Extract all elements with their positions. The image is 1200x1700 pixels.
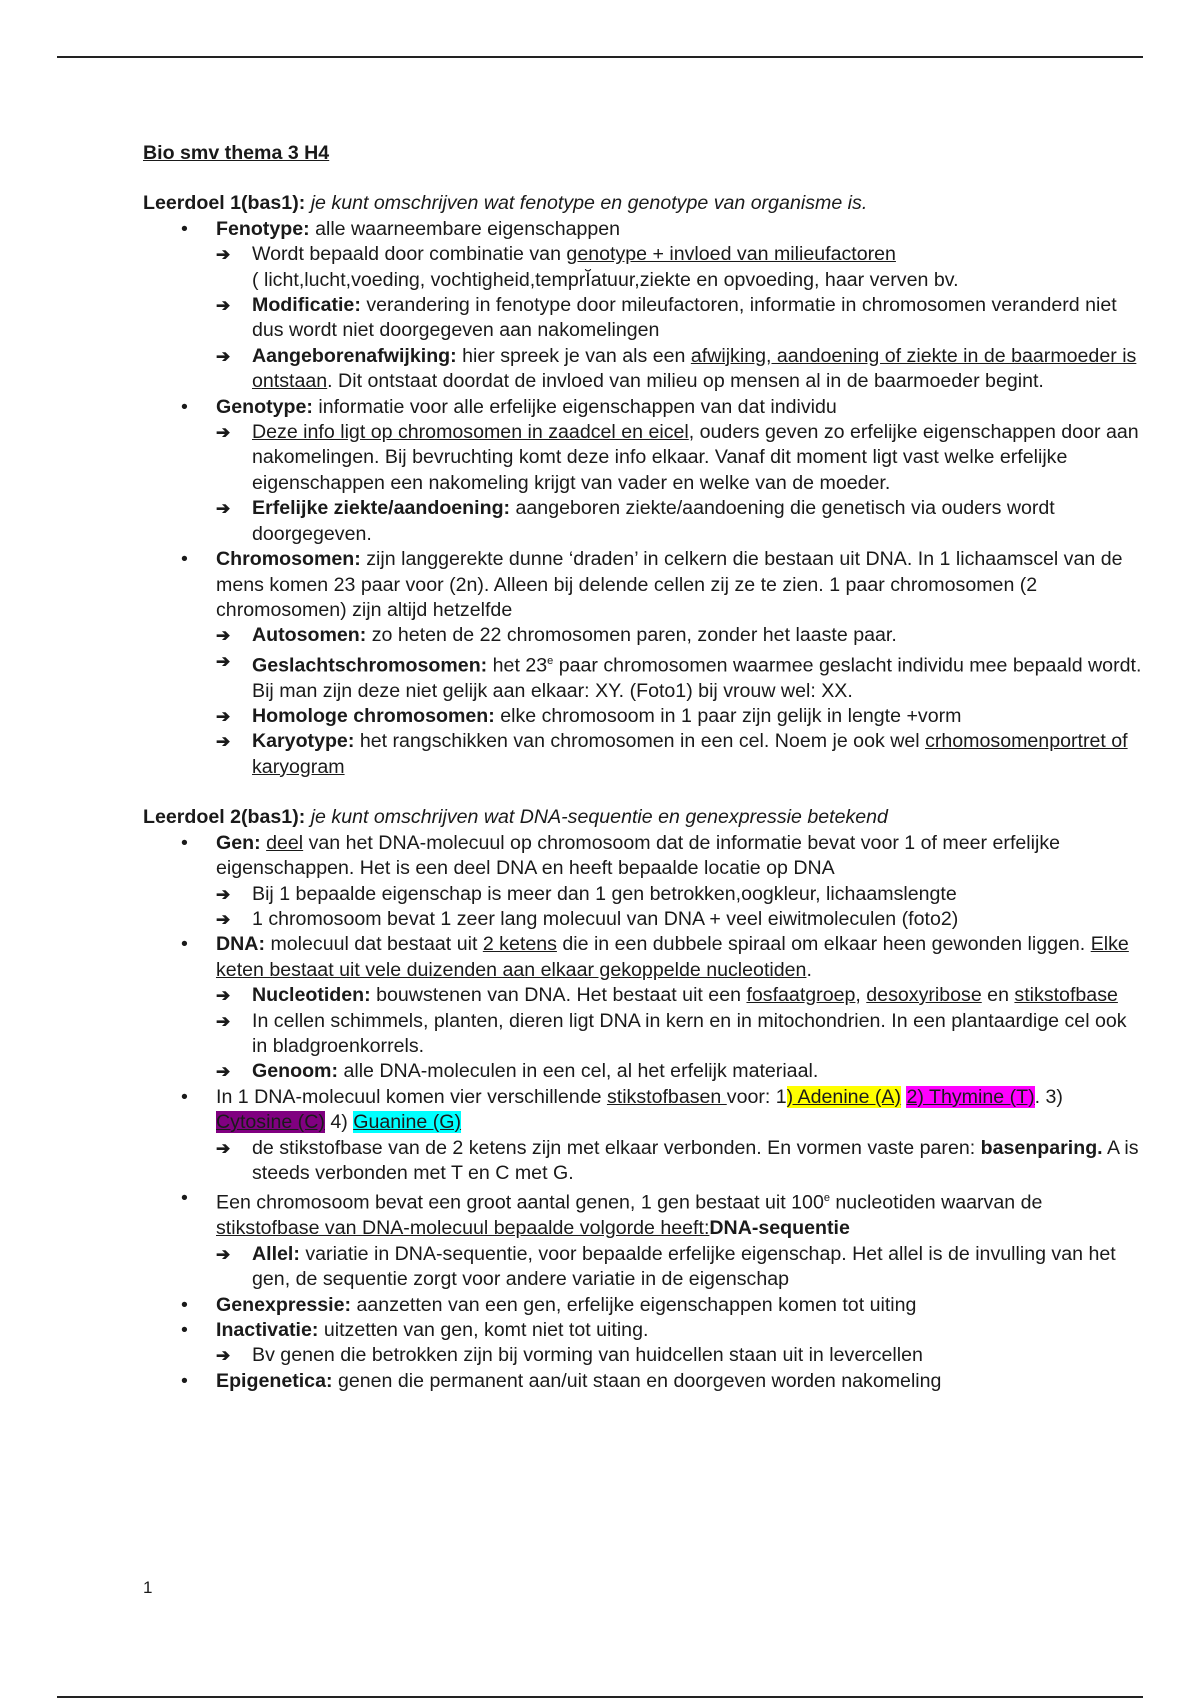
arrow-item <box>216 1059 1143 1084</box>
term-allel: Allel: <box>252 1242 300 1265</box>
term-nucleotiden: Nucleotiden: <box>252 984 371 1007</box>
definition: aangeboren ziekte/aandoening die genetisch via ouders wordt doorgegeven. <box>252 497 1055 545</box>
underlined-text: Deze info ligt op chromosomen in zaadcel en eicel <box>252 421 689 444</box>
list-item-gen <box>143 831 1143 933</box>
term-fenotype: Fenotype: <box>216 217 310 240</box>
definition: van het DNA-molecuul op chromosoom dat de informatie bevat voor 1 of meer erfelijke eigenschappen. Het is een deel DNA en heeft bepaalde locatie op DNA <box>216 831 1061 880</box>
list-item-chromosomen <box>143 547 1143 780</box>
text: hier spreek je van als een <box>462 344 691 367</box>
term-homologe-chromosomen: Homologe chromosomen: <box>252 705 495 728</box>
list-item-fenotype <box>143 217 1143 395</box>
genotype-sublist <box>216 420 1143 547</box>
gen-sublist <box>216 882 1143 933</box>
arrow-item <box>216 649 1143 704</box>
text: nucleotiden waarvan de <box>829 1191 1043 1214</box>
term-genotype: Genotype: <box>216 395 313 418</box>
goal-2-list <box>143 831 1143 1394</box>
underlined-text: fosfaatgroep <box>746 984 856 1007</box>
arrow-item <box>216 1242 1143 1293</box>
text: molecuul dat bestaat uit <box>270 933 483 956</box>
superscript: e <box>547 654 554 667</box>
goal-2-label: Leerdoel 2(bas1): <box>143 806 306 829</box>
term-inactivatie: Inactivatie: <box>216 1318 319 1341</box>
text: het 23 <box>492 654 548 677</box>
term-chromosomen: Chromosomen: <box>216 548 361 571</box>
definition: informatie voor alle erfelijke eigenschappen van dat individu <box>318 395 837 418</box>
term-dna: DNA: <box>216 933 265 956</box>
highlight-adenine: ) Adenine (A) <box>786 1085 902 1108</box>
definition: verandering in fenotype door mileufactoren, informatie in chromosomen veranderd niet dus wordt niet doorgegeven aan nakomelingen <box>252 294 1117 342</box>
text: A is steeds verbonden met T en C met G. <box>252 1136 1139 1184</box>
page-number: 1 <box>143 1578 153 1597</box>
term-aangeborenafwijking: Aangeborenafwijking: <box>252 344 457 367</box>
sequentie-sublist <box>216 1242 1143 1293</box>
arrow-item: ➔ Bv genen die betrokken zijn bij vorming van huidcellen staan uit in levercellen <box>216 1343 1143 1368</box>
term-gen: Gen: <box>216 831 261 854</box>
definition: alle DNA-moleculen in een cel, al het erfelijk materiaal. <box>343 1060 819 1083</box>
arrow-item <box>216 623 1143 648</box>
text: Een chromosoom bevat een groot aantal genen, 1 gen bestaat uit 100 <box>216 1191 824 1214</box>
text: . 3) <box>1034 1085 1063 1108</box>
arrow-item <box>216 420 1143 496</box>
arrow-item <box>216 293 1143 344</box>
term-dna-sequentie: DNA-sequentie <box>709 1217 850 1240</box>
learning-goal-2 <box>143 805 1143 830</box>
underlined-text: 2 ketens <box>482 933 557 956</box>
list-item-genotype <box>143 395 1143 547</box>
definition: zijn langgerekte dunne ‘draden’ in celkern die bestaan uit DNA. In 1 lichaamscel van de mens komen 23 paar voor (2n). Alleen bij delende cellen zij ze te zien. 1 paar chromosomen (2 chromosomen) zijn altijd hetzelfde <box>216 548 1123 621</box>
text: het rangschikken van chromosomen in een cel. Noem je ook wel <box>359 730 926 753</box>
arrow-item <box>216 1136 1143 1187</box>
definition: zo heten de 22 chromosomen paren, zonder het laaste paar. <box>371 624 897 647</box>
arrow-item <box>216 729 1143 780</box>
text: paar chromosomen waarmee geslacht individu mee bepaald wordt. Bij man zijn deze niet gelijk aan elkaar: XY. (Foto1) bij vrouw wel: XX. <box>252 654 1142 702</box>
arrow-item <box>216 242 1143 293</box>
highlight-thymine: 2) Thymine (T) <box>906 1085 1035 1108</box>
arrow-item: ➔ In cellen schimmels, planten, dieren ligt DNA in kern en in mitochondrien. In een plantaardige cel ook in bladgroenkorrels. <box>216 1009 1143 1060</box>
underlined-text: desoxyribose <box>866 984 982 1007</box>
underlined-text: afwijking, aandoening of ziekte in de baarmoeder is ontstaan <box>252 344 1137 393</box>
text: , <box>855 984 867 1007</box>
arrow-item <box>216 983 1143 1008</box>
definition: variatie in DNA-sequentie, voor bepaalde erfelijke eigenschap. Het allel is de invulling van het gen, de sequentie zorgt voor andere variatie in de eigenschap <box>252 1242 1116 1291</box>
term-autosomen: Autosomen: <box>252 624 367 647</box>
goal-1-text: je kunt omschrijven wat fenotype en genotype van organisme is. <box>310 192 868 215</box>
text: die in een dubbele spiraal om elkaar heen gewonden liggen. <box>556 933 1091 956</box>
term-basenparing: basenparing. <box>980 1136 1103 1159</box>
underlined-text: stikstofbasen <box>606 1085 727 1108</box>
text: bouwstenen van DNA. Het bestaat uit een <box>376 984 747 1007</box>
definition: elke chromosoom in 1 paar zijn gelijk in lengte +vorm <box>500 705 962 728</box>
term-karyotype: Karyotype: <box>252 730 355 753</box>
text: . Dit ontstaat doordat de invloed van milieu op mensen al in de baarmoeder begint. <box>327 370 1044 393</box>
highlight-guanine: Guanine (G) <box>353 1111 462 1134</box>
underlined-text: genotype + invloed van milieufactoren <box>566 243 896 266</box>
underlined-text: stikstofbase van DNA-molecuul bepaalde volgorde heeft: <box>216 1217 710 1240</box>
goal-1-label: Leerdoel 1(bas1): <box>143 192 306 215</box>
term-geslachtschromosomen: Geslachtschromosomen: <box>252 654 488 677</box>
term-erfelijke-ziekte: Erfelijke ziekte/aandoening: <box>252 497 511 520</box>
header-rule <box>57 56 1143 58</box>
term-genexpressie: Genexpressie: <box>216 1293 352 1316</box>
bases-sublist <box>216 1136 1143 1187</box>
inactivatie-sublist <box>216 1343 1143 1368</box>
underlined-text: Elke keten bestaat uit vele duizenden aan elkaar gekoppelde nucleotiden <box>216 933 1129 981</box>
text: en <box>981 984 1015 1007</box>
definition: alle waarneembare eigenschappen <box>315 217 621 240</box>
underlined-text: stikstofbase <box>1014 984 1118 1007</box>
list-item-dna-sequentie <box>143 1186 1143 1292</box>
document-body <box>143 141 1143 1394</box>
definition: uitzetten van gen, komt niet tot uiting. <box>323 1318 649 1341</box>
text: voor: 1 <box>726 1085 787 1108</box>
list-item-dna <box>143 932 1143 1084</box>
footer-rule <box>57 1696 1143 1698</box>
text: Wordt bepaald door combinatie van <box>252 243 567 266</box>
goal-2-text: je kunt omschrijven wat DNA-sequentie en genexpressie betekend <box>310 806 888 829</box>
text: . <box>806 958 812 981</box>
dna-sublist <box>216 983 1143 1085</box>
term-genoom: Genoom: <box>252 1060 338 1083</box>
text: In 1 DNA-molecuul komen vier verschillende <box>216 1085 607 1108</box>
highlight-cytosine: Cytosine (C) <box>216 1111 325 1134</box>
arrow-item <box>216 704 1143 729</box>
text: , ouders geven zo erfelijke eigenschappen door aan nakomelingen. Bij bevruchting komt deze info elkaar. Vanaf dit moment ligt vast welke erfelijke eigenschappen een nakomeling krijgt van vader en welke van de moeder. <box>252 421 1139 494</box>
page-title: Bio smv thema 3 H4 <box>143 142 330 164</box>
list-item-genexpressie <box>143 1293 1143 1318</box>
definition: genen die permanent aan/uit staan en doorgeven worden nakomeling <box>337 1369 942 1392</box>
learning-goal-1 <box>143 191 1143 216</box>
arrow-item: ➔ Bij 1 bepaalde eigenschap is meer dan 1 gen betrokken,oogkleur, lichaamslengte <box>216 882 1143 907</box>
text: ( licht,lucht,voeding, vochtigheid,temprĬatuur,ziekte en opvoeding, haar verven bv. <box>252 268 959 291</box>
term-epigenetica: Epigenetica: <box>216 1369 333 1392</box>
list-item-inactivatie <box>143 1318 1143 1369</box>
arrow-item <box>216 496 1143 547</box>
text: de stikstofbase van de 2 ketens zijn met elkaar verbonden. En vormen vaste paren: <box>252 1136 981 1159</box>
list-item-stikstofbasen <box>143 1085 1143 1187</box>
arrow-item: ➔ 1 chromosoom bevat 1 zeer lang molecuul van DNA + veel eiwitmoleculen (foto2) <box>216 907 1143 932</box>
term-modificatie: Modificatie: <box>252 294 361 317</box>
list-item-epigenetica <box>143 1369 1143 1394</box>
section-gap <box>143 780 1143 805</box>
goal-1-list <box>143 217 1143 780</box>
definition: aanzetten van een gen, erfelijke eigenschappen komen tot uiting <box>356 1293 917 1316</box>
chromosomen-sublist <box>216 623 1143 780</box>
fenotype-sublist <box>216 242 1143 394</box>
text: 4) <box>324 1111 354 1134</box>
superscript: e <box>823 1192 830 1205</box>
underlined-text: deel <box>266 831 304 854</box>
arrow-item <box>216 344 1143 395</box>
underlined-text: crhomosomenportret of karyogram <box>252 730 1128 778</box>
